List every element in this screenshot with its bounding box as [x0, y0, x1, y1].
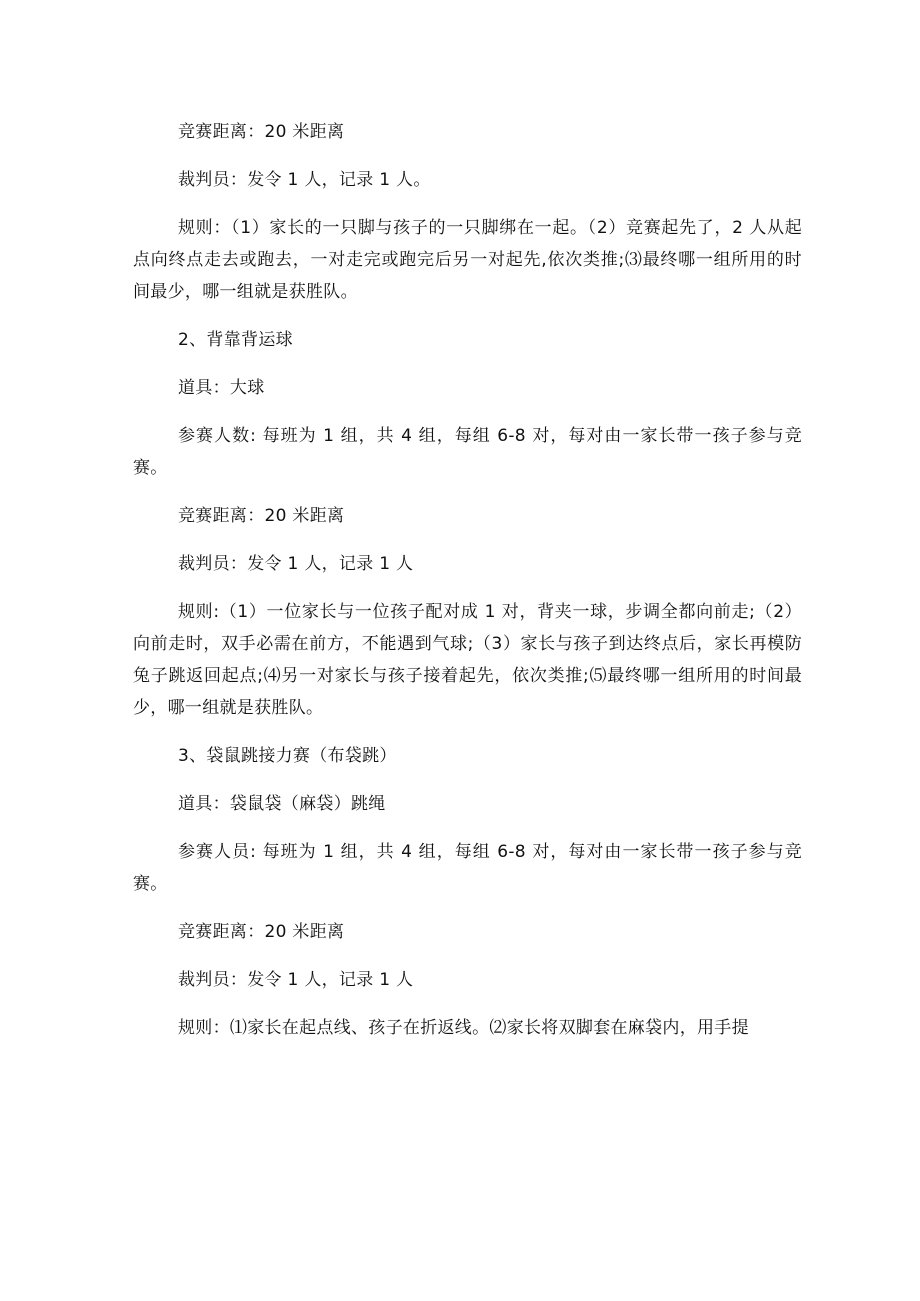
paragraph-participants-3: 参赛人员: 每班为 1 组，共 4 组，每组 6-8 对，每对由一家长带一孩子参与竞赛。: [133, 842, 802, 894]
paragraph-props-2: 道具：大球: [178, 378, 265, 398]
paragraph-participants-2: 参赛人数: 每班为 1 组，共 4 组，每组 6-8 对，每对由一家长带一孩子参与竞赛。: [133, 426, 802, 478]
paragraph-rules-1: 规则：（1）家长的一只脚与孩子的一只脚绑在一起。（2）竞赛起先了，2 人从起点向终点走去或跑去，一对走完或跑完后另一对起先,依次类推;⑶最终哪一组所用的时间最少，哪一组就是获胜队。: [133, 218, 802, 302]
section-heading-2: 2、背靠背运球: [178, 330, 293, 350]
paragraph-distance-1: 竞赛距离：20 米距离: [178, 122, 345, 142]
paragraph-rules-2: 规则:（1）一位家长与一位孩子配对成 1 对，背夹一球，步调全都向前走;（2）向前走时，双手必需在前方，不能遇到气球;（3）家长与孩子到达终点后，家长再模防兔子跳返回起点;⑷另一对家长与孩子接着起先，依次类推;⑸最终哪一组所用的时间最少，哪一组就是获胜队。: [133, 602, 802, 718]
paragraph-referee-3: 裁判员：发令 1 人，记录 1 人: [178, 970, 414, 990]
paragraph-referee-1: 裁判员：发令 1 人，记录 1 人。: [178, 170, 431, 190]
section-heading-3: 3、袋鼠跳接力赛（布袋跳）: [178, 746, 397, 766]
paragraph-referee-2: 裁判员：发令 1 人，记录 1 人: [178, 554, 414, 574]
paragraph-distance-2: 竞赛距离：20 米距离: [178, 506, 345, 526]
paragraph-rules-3: 规则：⑴家长在起点线、孩子在折返线。⑵家长将双脚套在麻袋内，用手提: [178, 1018, 749, 1038]
paragraph-props-3: 道具：袋鼠袋（麻袋）跳绳: [178, 794, 386, 814]
paragraph-distance-3: 竞赛距离：20 米距离: [178, 922, 345, 942]
